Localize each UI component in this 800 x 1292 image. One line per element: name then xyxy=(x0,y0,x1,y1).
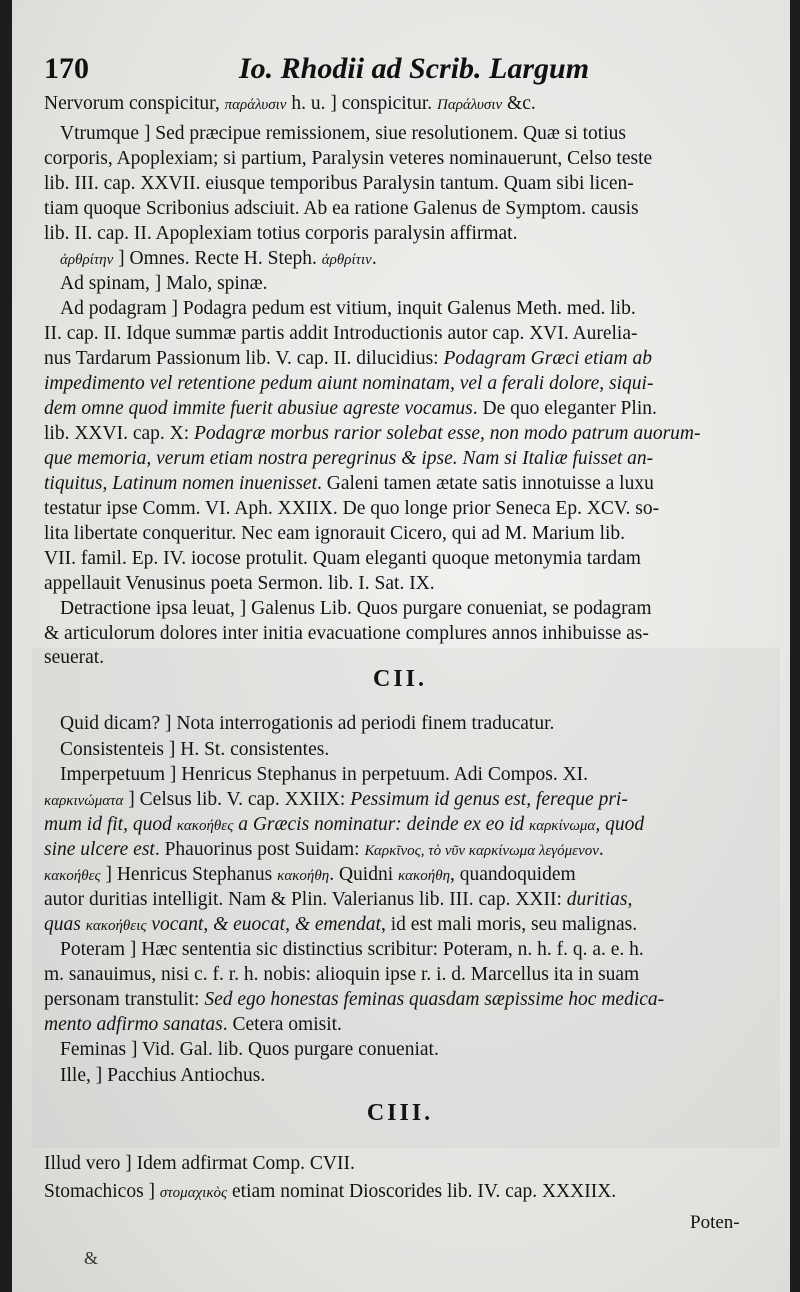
text-run: Detractione ipsa leuat, ] Galenus Lib. Quos purgare conueniat, se podagram xyxy=(60,598,652,619)
text-line xyxy=(44,622,764,646)
text-run: ] Celsus lib. V. cap. XXIIX: xyxy=(123,789,351,810)
greek-word: καρκινώματα xyxy=(44,793,124,809)
text-run: . Cetera omisit. xyxy=(222,1014,342,1035)
text-run: Vtrumque ] Sed præcipue remissionem, siue resolutionem. Quæ si totius xyxy=(60,123,626,144)
text-line xyxy=(44,838,764,863)
text-line xyxy=(44,472,764,496)
text-line xyxy=(44,322,764,346)
text-run: Ille, ] Pacchius Antiochus. xyxy=(60,1065,266,1086)
text-run: lib. III. cap. XXVII. eiusque temporibus Paralysin tantum. Quam sibi licen- xyxy=(44,173,634,194)
section-heading-cii: CII. xyxy=(372,666,427,692)
text-line xyxy=(44,222,764,246)
text-line xyxy=(60,272,764,296)
text-line xyxy=(44,397,764,421)
text-run: Quid dicam? ] Nota interrogationis ad periodi finem traducatur. xyxy=(60,713,555,734)
text-line xyxy=(44,372,764,396)
text-run: autor duritias intelligit. Nam & Plin. Valerianus lib. III. cap. XXII: xyxy=(44,889,567,910)
text-run: Ad spinam, ] Malo, spinæ. xyxy=(60,273,268,294)
text-run: lib. II. cap. II. Apoplexiam totius corporis paralysin affirmat. xyxy=(44,223,518,244)
text-run: ] Omnes. Recte H. Steph. xyxy=(113,248,322,269)
text-line xyxy=(44,988,764,1012)
text-run: VII. famil. Ep. IV. iocose protulit. Quam eleganti quoque metonymia tardam xyxy=(44,548,641,569)
text-run: & articulorum dolores inter initia evacuatione complures annos inhibuisse as- xyxy=(44,623,649,644)
italic-quote: duritias, xyxy=(566,889,633,910)
text-run: . De quo eleganter Plin. xyxy=(472,398,657,419)
text-line xyxy=(60,1064,764,1088)
text-line xyxy=(44,1152,764,1176)
text-run: seuerat. xyxy=(44,647,105,668)
italic-quote: quas xyxy=(44,914,86,935)
text-run: &c. xyxy=(502,93,536,114)
text-line xyxy=(44,913,764,938)
text-run: testatur ipse Comm. VI. Aph. XXIIX. De quo longe prior Seneca Ep. XCV. so- xyxy=(44,498,660,519)
text-run: tiam quoque Scribonius adsciuit. Ab ea ratione Galenus de Symptom. causis xyxy=(44,198,639,219)
text-run: ] Henricus Stephanus xyxy=(100,864,278,885)
text-run: corporis, Apoplexiam; si partium, Paralysin veteres nominauerunt, Celso teste xyxy=(44,148,653,169)
text-run: Ad podagram ] Podagra pedum est vitium, inquit Galenus Meth. med. lib. xyxy=(60,298,636,319)
text-line xyxy=(44,447,764,471)
greek-word: κακοήθες xyxy=(44,868,101,884)
italic-quote: sine ulcere est xyxy=(44,839,155,860)
text-line xyxy=(44,888,764,912)
text-line xyxy=(60,763,764,787)
text-run: personam transtulit: xyxy=(44,989,205,1010)
greek-word: ἀρθρίτην xyxy=(60,252,114,268)
italic-quote: vocant, & euocat, & emendat xyxy=(146,914,381,935)
text-run: etiam nominat Dioscorides lib. IV. cap. XXXIIX. xyxy=(227,1181,617,1202)
italic-quote: Pessimum id genus est, fereque pri- xyxy=(350,789,628,810)
text-line xyxy=(60,297,764,321)
text-line xyxy=(44,1180,764,1205)
page-number: 170 xyxy=(44,52,89,85)
text-line xyxy=(44,497,764,521)
running-title: Io. Rhodii ad Scrib. Largum xyxy=(239,52,590,85)
italic-quote: que memoria, verum etiam nostra peregrinus & ipse. Nam si Italiæ fuisset an- xyxy=(44,448,654,469)
text-line xyxy=(44,863,764,888)
page-header xyxy=(44,52,590,86)
greek-word: κακοήθη xyxy=(397,868,451,884)
text-line xyxy=(44,522,764,546)
greek-word: στομαχικὸς xyxy=(159,1185,228,1201)
text-line xyxy=(60,738,764,762)
signature-mark: & xyxy=(84,1248,99,1268)
text-run: Consistenteis ] H. St. consistentes. xyxy=(60,739,330,760)
text-run: . xyxy=(371,248,377,269)
text-run: appellauit Venusinus poeta Sermon. lib. I. Sat. IX. xyxy=(44,573,435,594)
italic-quote: impedimento vel retentione pedum aiunt nominatam, vel a ferali dolore, siqui- xyxy=(44,373,654,394)
greek-word: καρκίνωμα xyxy=(529,818,596,834)
greek-word: Καρκῖνος, τὸ νῦν καρκίνωμα λεγόμενον xyxy=(364,843,599,859)
text-run: lita libertate conqueritur. Nec eam ignorauit Cicero, qui ad M. Marium lib. xyxy=(44,523,626,544)
section-heading-ciii: CIII. xyxy=(366,1100,434,1126)
italic-quote: mento adfirmo sanatas xyxy=(44,1014,223,1035)
catchword: Poten- xyxy=(690,1212,740,1233)
text-line xyxy=(60,122,764,146)
greek-word: Παράλυσιν xyxy=(437,97,503,113)
text-line xyxy=(44,572,764,596)
text-run: m. sanauimus, nisi c. f. r. h. nobis: alioquin ipse r. i. d. Marcellus ita in suam xyxy=(44,964,640,985)
text-line xyxy=(44,422,764,446)
text-run: Stomachicos ] xyxy=(44,1181,160,1202)
text-line xyxy=(44,1013,764,1037)
text-run: lib. XXVI. cap. X: xyxy=(44,423,195,444)
greek-word: παράλυσιν xyxy=(224,97,287,113)
text-run: II. cap. II. Idque summæ partis addit Introductionis autor cap. XVI. Aurelia- xyxy=(44,323,638,344)
text-run: Imperpetuum ] Henricus Stephanus in perpetuum. Adi Compos. XI. xyxy=(60,764,589,785)
text-run: . Phauorinus post Suidam: xyxy=(154,839,365,860)
text-run: . Galeni tamen ætate satis innotuisse a luxu xyxy=(317,473,654,494)
italic-quote: Podagræ morbus rarior solebat esse, non modo patrum auorum- xyxy=(194,423,701,444)
text-run: Illud vero ] Idem adfirmat Comp. CVII. xyxy=(44,1153,355,1174)
text-run: h. u. ] conspicitur. xyxy=(286,93,438,114)
text-line xyxy=(44,197,764,221)
text-line xyxy=(44,963,764,987)
text-line xyxy=(44,547,764,571)
greek-word: κακοήθη xyxy=(277,868,330,884)
text-line xyxy=(60,1038,764,1062)
text-run: Nervorum conspicitur, xyxy=(44,93,225,114)
italic-quote: Podagram Græci etiam ab xyxy=(443,348,652,369)
text-line xyxy=(44,788,764,813)
text-run: Poteram ] Hæc sententia sic distinctius scribitur: Poteram, n. h. f. q. a. e. h. xyxy=(60,939,644,960)
text-run: . Quidni xyxy=(329,864,398,885)
text-line xyxy=(60,597,764,621)
text-run: , quandoquidem xyxy=(450,864,576,885)
text-line xyxy=(44,172,764,196)
text-line xyxy=(60,938,764,962)
text-run: nus Tardarum Passionum lib. V. cap. II. dilucidius: xyxy=(44,348,444,369)
greek-word: ἀρθρίτιν xyxy=(321,252,372,268)
text-line xyxy=(44,147,764,171)
text-line xyxy=(60,247,764,272)
italic-quote: dem omne quod immite fuerit abusiue agreste vocamus xyxy=(44,398,473,419)
greek-word: κακοήθεις xyxy=(85,918,147,934)
text-line xyxy=(60,712,764,736)
italic-quote: a Græcis nominatur: deinde ex eo id xyxy=(233,814,530,835)
text-run: , id est mali moris, seu malignas. xyxy=(380,914,638,935)
text-line xyxy=(44,92,764,117)
italic-quote: Sed ego honestas feminas quasdam sæpissime hoc medica- xyxy=(204,989,665,1010)
greek-word: κακοήθες xyxy=(176,818,234,834)
text-run: Feminas ] Vid. Gal. lib. Quos purgare conueniat. xyxy=(60,1039,439,1060)
text-line xyxy=(44,813,764,838)
italic-quote: mum id fit, quod xyxy=(44,814,177,835)
italic-quote: tiquitus, Latinum nomen inuenisset xyxy=(44,473,317,494)
italic-quote: , quod xyxy=(595,814,645,835)
text-line xyxy=(44,347,764,371)
text-run: . xyxy=(598,839,604,860)
